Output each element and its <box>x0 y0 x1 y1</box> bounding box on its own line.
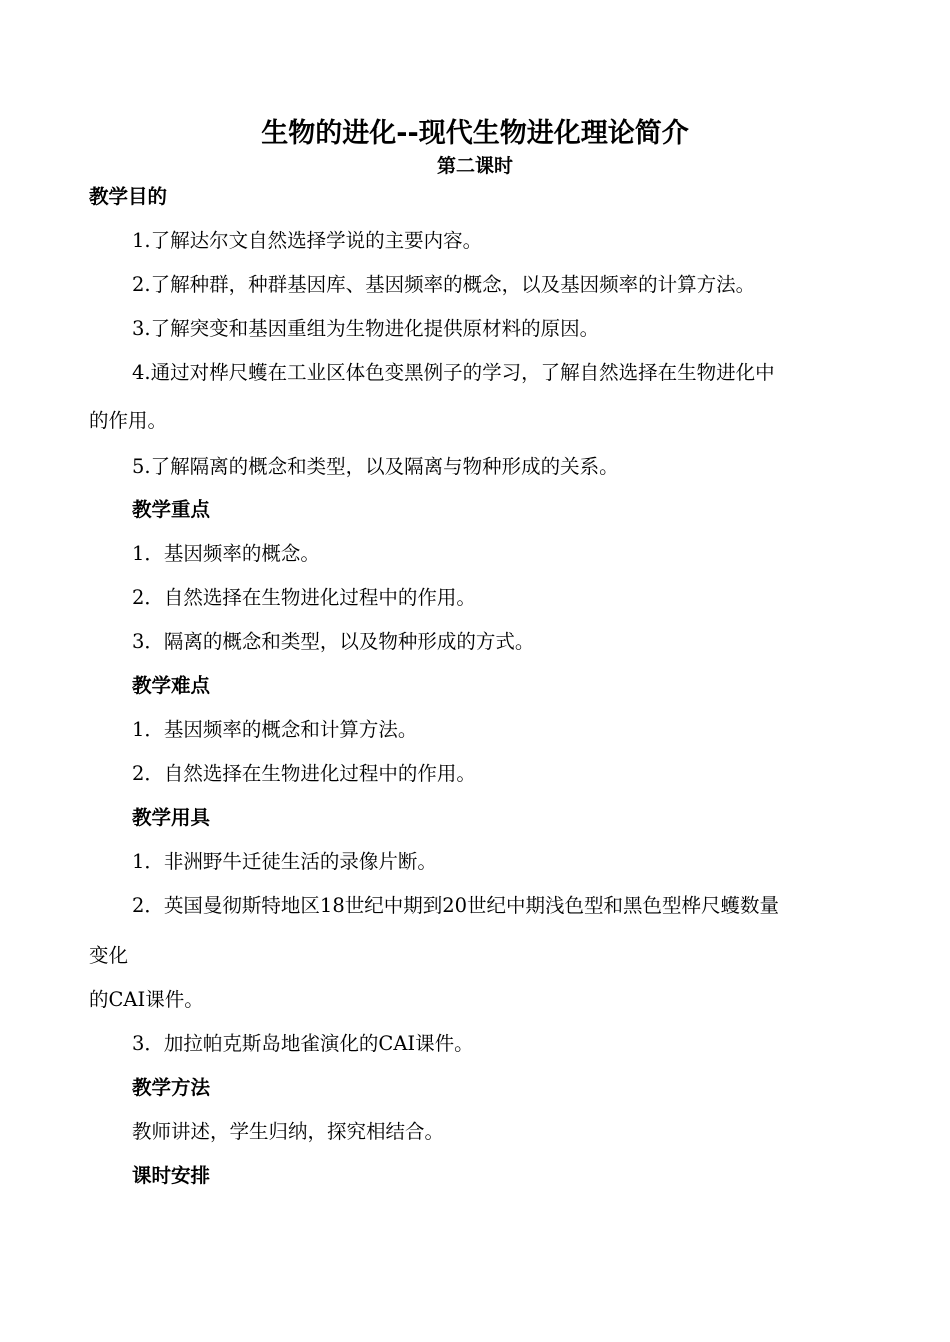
section-heading-difficulties: 教学难点 <box>132 674 211 697</box>
document-title: 生物的进化--现代生物进化理论简介 <box>261 118 689 149</box>
tool-item: 2．英国曼彻斯特地区18世纪中期到20世纪中期浅色型和黑色型桦尺蠖数量 <box>132 894 780 917</box>
section-heading-key-points: 教学重点 <box>132 498 211 521</box>
key-point-item: 1．基因频率的概念。 <box>132 542 320 565</box>
goal-item: 2.了解种群，种群基因库、基因频率的概念，以及基因频率的计算方法。 <box>132 273 756 296</box>
tool-item-continuation: 变化 <box>89 944 129 967</box>
methods-text: 教师讲述，学生归纳，探究相结合。 <box>132 1120 445 1143</box>
difficulty-item: 2．自然选择在生物进化过程中的作用。 <box>132 762 476 785</box>
key-point-item: 3．隔离的概念和类型，以及物种形成的方式。 <box>132 630 535 653</box>
difficulty-item: 1．基因频率的概念和计算方法。 <box>132 718 418 741</box>
section-heading-goals: 教学目的 <box>89 185 168 208</box>
goal-item: 3.了解突变和基因重组为生物进化提供原材料的原因。 <box>132 317 600 340</box>
goal-item: 4.通过对桦尺蠖在工业区体色变黑例子的学习，了解自然选择在生物进化中 <box>132 361 775 384</box>
section-heading-methods: 教学方法 <box>132 1076 211 1099</box>
tool-item: 1．非洲野牛迁徒生活的录像片断。 <box>132 850 437 873</box>
document-subtitle: 第二课时 <box>436 155 513 177</box>
section-heading-schedule: 课时安排 <box>132 1164 211 1187</box>
goal-item-continuation: 的作用。 <box>89 409 168 432</box>
section-heading-tools: 教学用具 <box>132 806 211 829</box>
tool-item-continuation: 的CAI课件。 <box>89 988 204 1011</box>
key-point-item: 2．自然选择在生物进化过程中的作用。 <box>132 586 476 609</box>
goal-item: 5.了解隔离的概念和类型，以及隔离与物种形成的关系。 <box>132 455 619 478</box>
tool-item: 3．加拉帕克斯岛地雀演化的CAI课件。 <box>132 1032 474 1055</box>
goal-item: 1.了解达尔文自然选择学说的主要内容。 <box>132 229 483 252</box>
